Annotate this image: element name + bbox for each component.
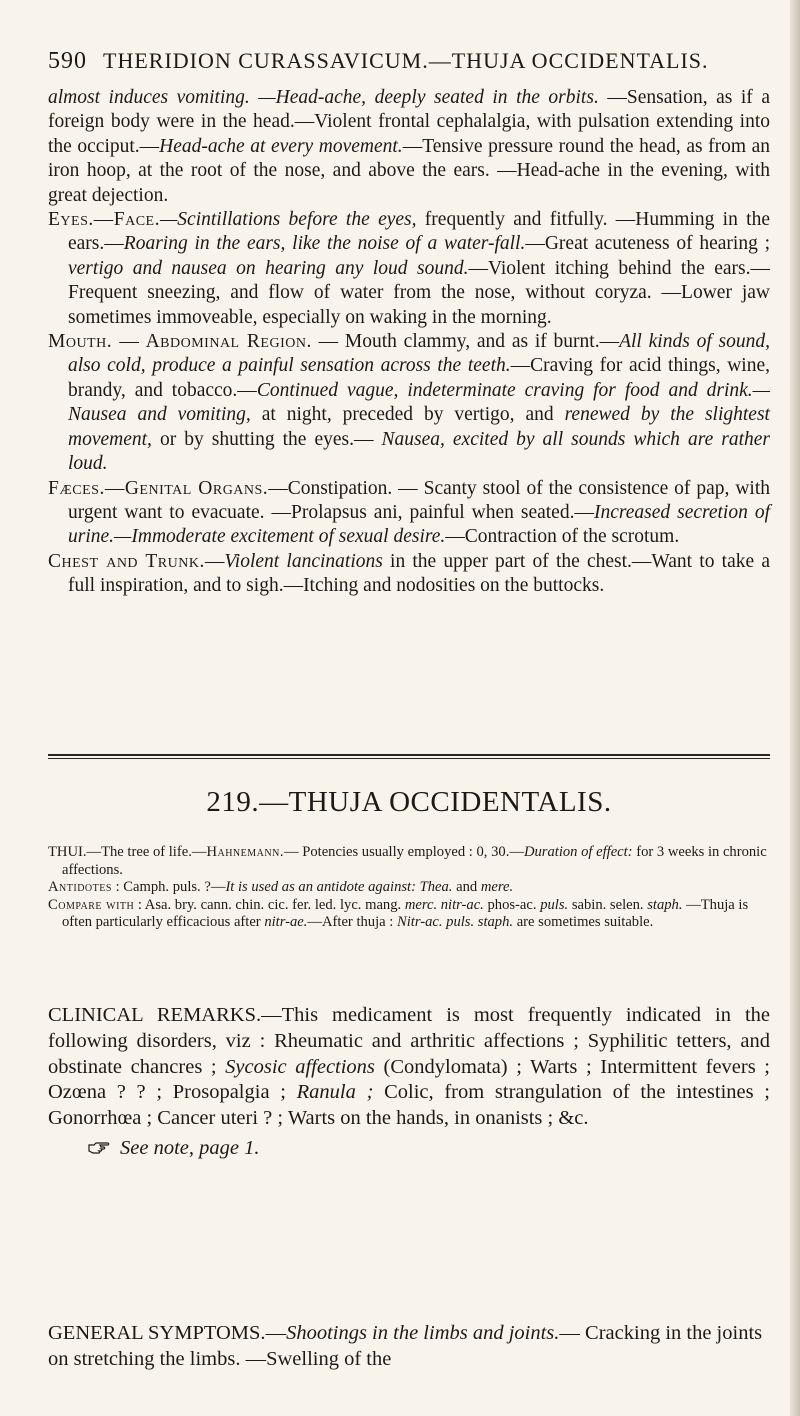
general-paragraph: GENERAL SYMPTOMS.—Shootings in the limbs and joints.— Cracking in the joints on stretching the limbs. —Swelling of the — [48, 1322, 763, 1370]
synopsis-thui: THUI.—The tree of life.—Hahnemann.— Potencies usually employed : 0, 30.—Duration of effect: for 3 weeks in chronic affections. — [48, 844, 767, 878]
eyes-face-heading: Eyes.—Face. — [48, 209, 160, 231]
section-divider-thin — [48, 758, 770, 759]
general-heading: GENERAL SYMPTOMS. — [48, 1322, 266, 1344]
chest-heading: Chest and Trunk. — [48, 550, 205, 572]
clinical-paragraph: CLINICAL REMARKS.—This medicament is most frequently indicated in the following disorders, viz : Rheumatic and arthritic affections ; Syphilitic tetters, and obstinate chancres ; Sycosic affections (Condylomata) ; Warts ; Intermittent fevers ; Ozœna ? ? ; Prosopalgia ; Ranula ; Colic, from strangulation of the intestines ; Gonorrhœa ; Cancer uteri ? ; Warts on the hands, in onanists ; &c. — [48, 1004, 771, 1130]
general-symptoms — [48, 1320, 770, 1372]
headache-paragraph: almost induces vomiting. —Head-ache, deeply seated in the orbits. —Sensation, as if a foreign body were in the head.—Violent frontal cephalalgia, with pulsation extending into the occiput.—Head-ache at every movement.—Tensive pressure round the head, as from an iron hoop, at the root of the nose, and above the ears. —Head-ache in the evening, with great dejection. — [48, 87, 771, 206]
faeces-paragraph: Fæces.—Genital Organs.—Constipation. — Scanty stool of the consistence of pap, with urgent want to evacuate. —Prolapsus ani, painful when seated.—Increased secretion of urine.—Immoderate excitement of sexual desire.—Contraction of the scrotum. — [48, 477, 770, 548]
faeces-heading: Fæces.—Genital Organs. — [48, 477, 269, 499]
theridion-symptoms — [48, 86, 770, 599]
mouth-heading: Mouth. — Abdominal Region. — [48, 331, 312, 353]
see-note-line — [48, 1136, 770, 1162]
running-header — [48, 48, 768, 74]
pointing-hand-icon — [88, 1141, 110, 1155]
section-title: 219.—THUJA OCCIDENTALIS. — [206, 786, 612, 818]
clinical-heading: CLINICAL REMARKS. — [48, 1004, 262, 1026]
synopsis-compare: Compare with : Asa. bry. cann. chin. cic. fer. led. lyc. mang. merc. nitr-ac. phos-ac. puls. sabin. selen. staph. —Thuja is often particularly efficacious after nitr-ae.—After thuja : Nitr-ac. puls. staph. are sometimes suitable. — [48, 896, 749, 930]
see-note-text: See note, page 1. — [120, 1136, 260, 1159]
synopsis-antidotes: Antidotes : Camph. puls. ?—It is used as an antidote against: Thea. and mere. — [48, 879, 514, 895]
page-edge — [790, 0, 800, 1416]
chest-paragraph: Chest and Trunk.—Violent lancinations in the upper part of the chest.—Want to take a full inspiration, and to sigh.—Itching and nodosities on the buttocks. — [48, 550, 770, 597]
mouth-paragraph: Mouth. — Abdominal Region. — Mouth clammy, and as if burnt.—All kinds of sound, also cold, produce a painful sensation across the teeth.—Craving for acid things, wine, brandy, and tobacco.—Continued vague, indeterminate craving for food and drink.—Nausea and vomiting, at night, preceded by vertigo, and renewed by the slightest movement, or by shutting the eyes.— Nausea, excited by all sounds which are rather loud. — [48, 331, 771, 475]
section-divider-thick — [48, 754, 770, 756]
synopsis — [48, 844, 770, 932]
page-number: 590 — [48, 48, 87, 74]
eyes-face-paragraph: Eyes.—Face.—Scintillations before the eyes, frequently and fitfully. —Humming in the ears.—Roaring in the ears, like the noise of a water-fall.—Great acuteness of hearing ; vertigo and nausea on hearing any loud sound.—Violent itching behind the ears.—Frequent sneezing, and flow of water from the nose, without coryza. —Lower jaw sometimes immoveable, especially on waking in the morning. — [48, 209, 770, 328]
running-title: THERIDION CURASSAVICUM.—THUJA OCCIDENTALIS. — [103, 48, 709, 73]
clinical-remarks — [48, 1003, 770, 1162]
